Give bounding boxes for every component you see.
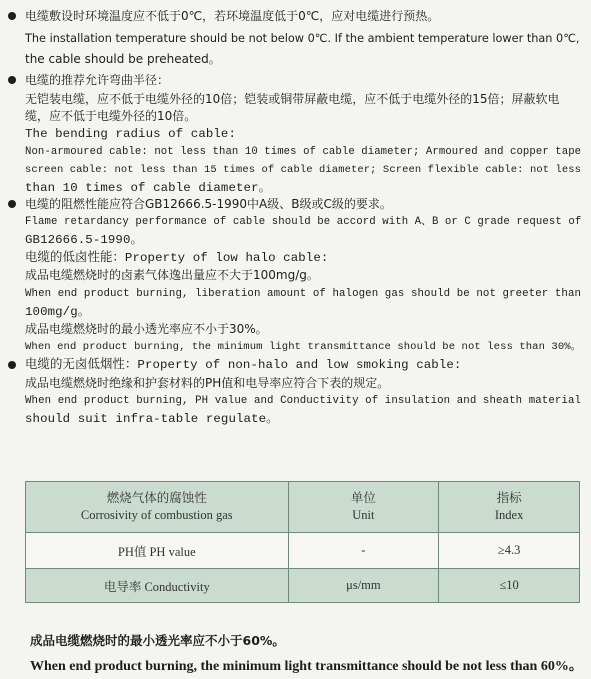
header-index <box>439 482 580 533</box>
footer-transmittance-en: When end product burning, the minimum light transmittance should be not less than 60%。 <box>30 659 583 674</box>
low-halo-cn: 成品电缆燃烧时的卤素气体逸出量应不大于100mg/g。 <box>25 268 319 282</box>
bending-en-1: Non-armoured cable: not less than 10 times of cable diameter; Armoured and copper tape <box>25 146 582 158</box>
light-transmittance-cn: 成品电缆燃烧时的最小透光率应不小于30%。 <box>25 322 268 336</box>
footer-transmittance-cn: 成品电缆燃烧时的最小透光率应不小于60%。 <box>30 633 285 648</box>
header-unit-en: Unit <box>352 508 375 522</box>
bending-cn-1: 无铠装电缆，应不低于电缆外径的10倍；铠装或铜带屏蔽电缆，应不低于电缆外径的15倍；屏蔽软电 <box>25 92 560 106</box>
table-row <box>26 569 580 603</box>
non-halo-en-2: should suit infra-table regulate。 <box>25 412 279 426</box>
corrosivity-table <box>25 481 580 603</box>
row-index-ph: ≥4.3 <box>439 533 580 569</box>
bending-title-cn: 电缆的推荐允许弯曲半径： <box>25 73 170 87</box>
bending-title-en: The bending radius of cable: <box>25 127 236 141</box>
table-header-row <box>26 482 580 533</box>
bullet-icon <box>8 361 16 369</box>
row-unit-ph: - <box>288 533 439 569</box>
flame-en-1: Flame retardancy performance of cable should be accord with A、B or C grade request of <box>25 216 582 228</box>
bending-en-2: screen cable: not less than 15 times of cable diameter; Screen flexible cable: not less <box>25 164 582 176</box>
bullet-icon <box>8 12 16 20</box>
table-row <box>26 533 580 569</box>
bending-en-3: than 10 times of cable diameter。 <box>25 181 272 195</box>
header-corrosivity-cn: 燃烧气体的腐蚀性 <box>106 491 207 505</box>
install-temp-en-2: the cable should be preheated。 <box>25 52 221 66</box>
header-index-cn: 指标 <box>496 491 522 505</box>
row-item-ph: PH值 PH value <box>26 533 289 569</box>
low-halo-en-1: When end product burning, liberation amount of halogen gas should be not greeter than <box>25 288 582 300</box>
install-temp-cn: 电缆敷设时环境温度应不低于0℃，若环境温度低于0℃，应对电缆进行预热。 <box>25 9 440 23</box>
flame-cn: 电缆的阻燃性能应符合GB12666.5-1990中A级、B级或C级的要求。 <box>25 197 392 211</box>
header-unit <box>288 482 439 533</box>
row-index-conductivity: ≤10 <box>439 569 580 603</box>
bullet-icon <box>8 200 16 208</box>
non-halo-title: 电缆的无卤低烟性：Property of non-halo and low smoking cable: <box>25 358 462 372</box>
non-halo-en-1: When end product burning, PH value and Conductivity of insulation and sheath material <box>25 395 582 407</box>
non-halo-cn: 成品电缆燃烧时绝缘和护套材料的PH值和电导率应符合下表的规定。 <box>25 376 390 390</box>
header-index-en: Index <box>494 508 524 522</box>
bullet-icon <box>8 76 16 84</box>
flame-en-2: GB12666.5-1990。 <box>25 233 143 247</box>
low-halo-title: 电缆的低卤性能：Property of low halo cable: <box>25 251 329 265</box>
low-halo-en-2: 100mg/g。 <box>25 305 91 319</box>
header-corrosivity <box>26 482 289 533</box>
light-transmittance-en: When end product burning, the minimum light transmittance should be not less than 30%。 <box>25 341 582 353</box>
install-temp-en-1: The installation temperature should be not below 0℃. If the ambient temperature lower than 0℃, <box>25 32 580 45</box>
header-unit-cn: 单位 <box>350 491 376 505</box>
bending-cn-2: 缆，应不低于电缆外径的10倍。 <box>25 109 197 123</box>
header-corrosivity-en: Corrosivity of combustion gas <box>80 508 233 522</box>
row-item-conductivity: 电导率 Conductivity <box>26 569 289 603</box>
row-unit-conductivity: μs/mm <box>288 569 439 603</box>
